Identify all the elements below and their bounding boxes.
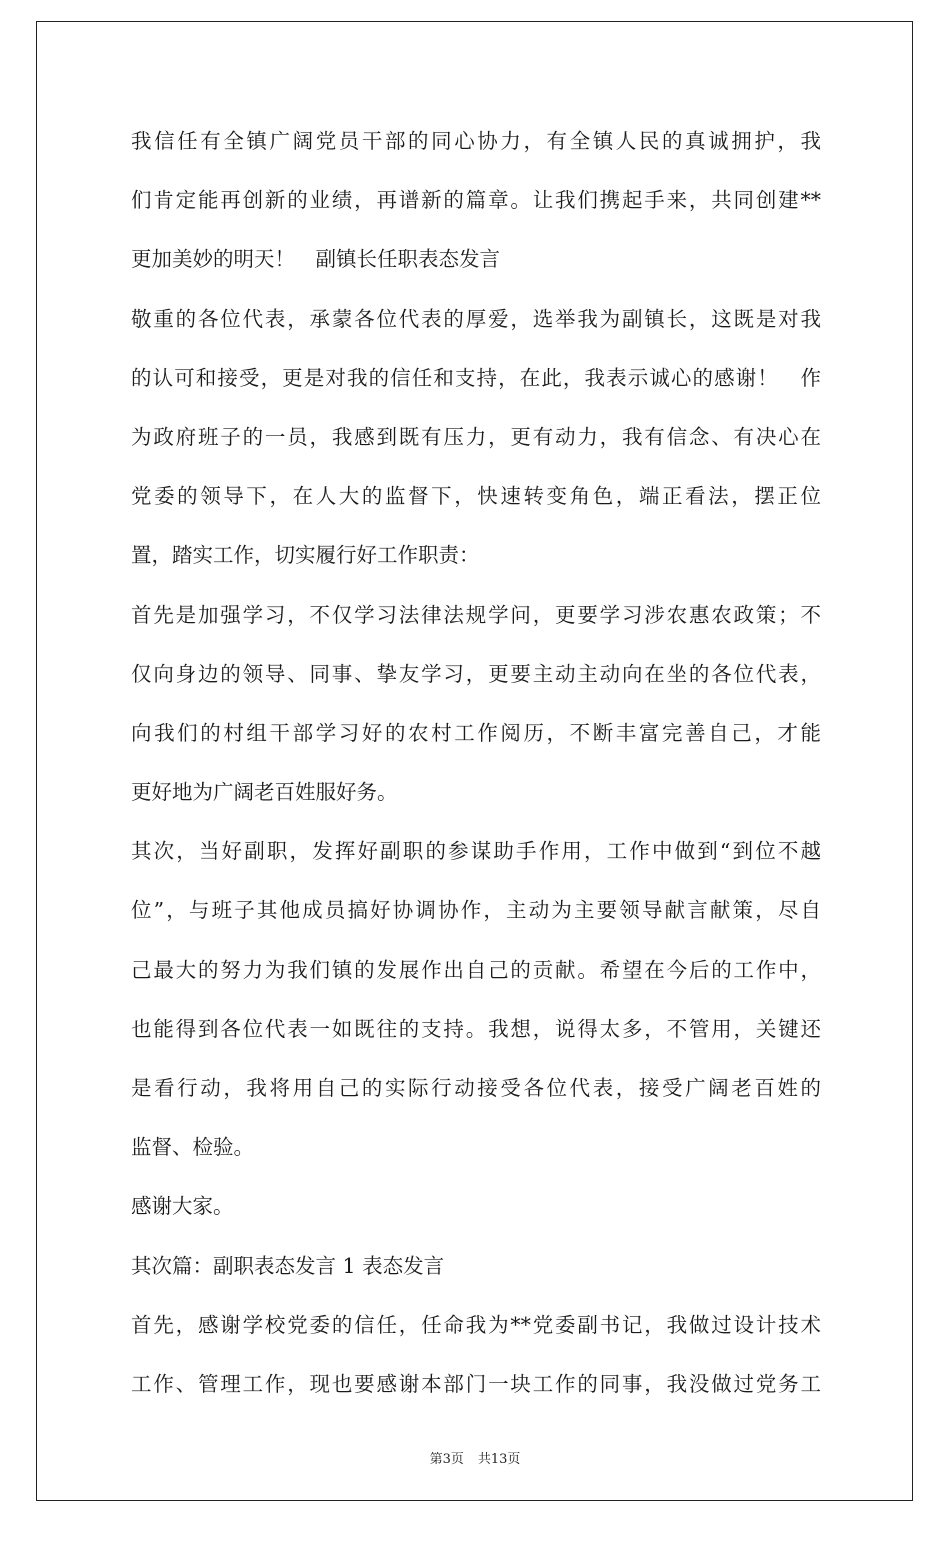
text-line: 为政府班子的一员，我感到既有压力，更有动力，我有信念、有决心在 xyxy=(131,424,821,449)
text-line: 监督、检验。 xyxy=(131,1135,254,1160)
text-line: 仅向身边的领导、同事、挚友学习，更要主动主动向在坐的各位代表， xyxy=(131,661,821,686)
section-heading: 其次篇：副职表态发言 1 表态发言 xyxy=(131,1253,445,1278)
text-line: 我信任有全镇广阔党员干部的同心协力，有全镇人民的真诚拥护，我 xyxy=(131,129,821,153)
text-line: 己最大的努力为我们镇的发展作出自己的贡献。希望在今后的工作中， xyxy=(131,957,821,982)
text-line: 也能得到各位代表一如既往的支持。我想，说得太多，不管用，关键还 xyxy=(131,1016,821,1041)
text-line: 置，踏实工作，切实履行好工作职责： xyxy=(131,543,480,568)
document-body xyxy=(131,112,821,1414)
page-total: 共13页 xyxy=(477,1452,521,1467)
text-line: 首先，感谢学校党委的信任，任命我为**党委副书记，我做过设计技术 xyxy=(131,1312,821,1337)
page-footer xyxy=(0,1448,950,1467)
text-line: 的认可和接受，更是对我的信任和支持，在此，我表示诚心的感谢！ 作 xyxy=(131,365,821,390)
text-line: 是看行动，我将用自己的实际行动接受各位代表，接受广阔老百姓的 xyxy=(131,1076,821,1100)
text-line: 们肯定能再创新的业绩，再谱新的篇章。让我们携起手来，共同创建** xyxy=(131,188,821,213)
text-line: 更好地为广阔老百姓服好务。 xyxy=(131,780,398,805)
text-line: 党委的领导下，在人大的监督下，快速转变角色，端正看法，摆正位 xyxy=(131,484,821,509)
text-line: 首先是加强学习，不仅学习法律法规学问，更要学习涉农惠农政策；不 xyxy=(131,602,821,627)
text-line: 敬重的各位代表，承蒙各位代表的厚爱，选举我为副镇长，这既是对我 xyxy=(131,306,821,331)
text-line: 向我们的村组干部学习好的农村工作阅历，不断丰富完善自己，才能 xyxy=(131,720,821,745)
text-line: 更加美妙的明天！ 副镇长任职表态发言 xyxy=(131,247,500,272)
text-line: 工作、管理工作，现也要感谢本部门一块工作的同事，我没做过党务工 xyxy=(131,1371,821,1396)
text-line: 感谢大家。 xyxy=(131,1194,234,1219)
text-line: 位”，与班子其他成员搞好协调协作，主动为主要领导献言献策，尽自 xyxy=(131,898,821,923)
page-number: 第3页 xyxy=(429,1452,464,1467)
text-line: 其次，当好副职，发挥好副职的参谋助手作用，工作中做到“到位不越 xyxy=(131,839,821,864)
